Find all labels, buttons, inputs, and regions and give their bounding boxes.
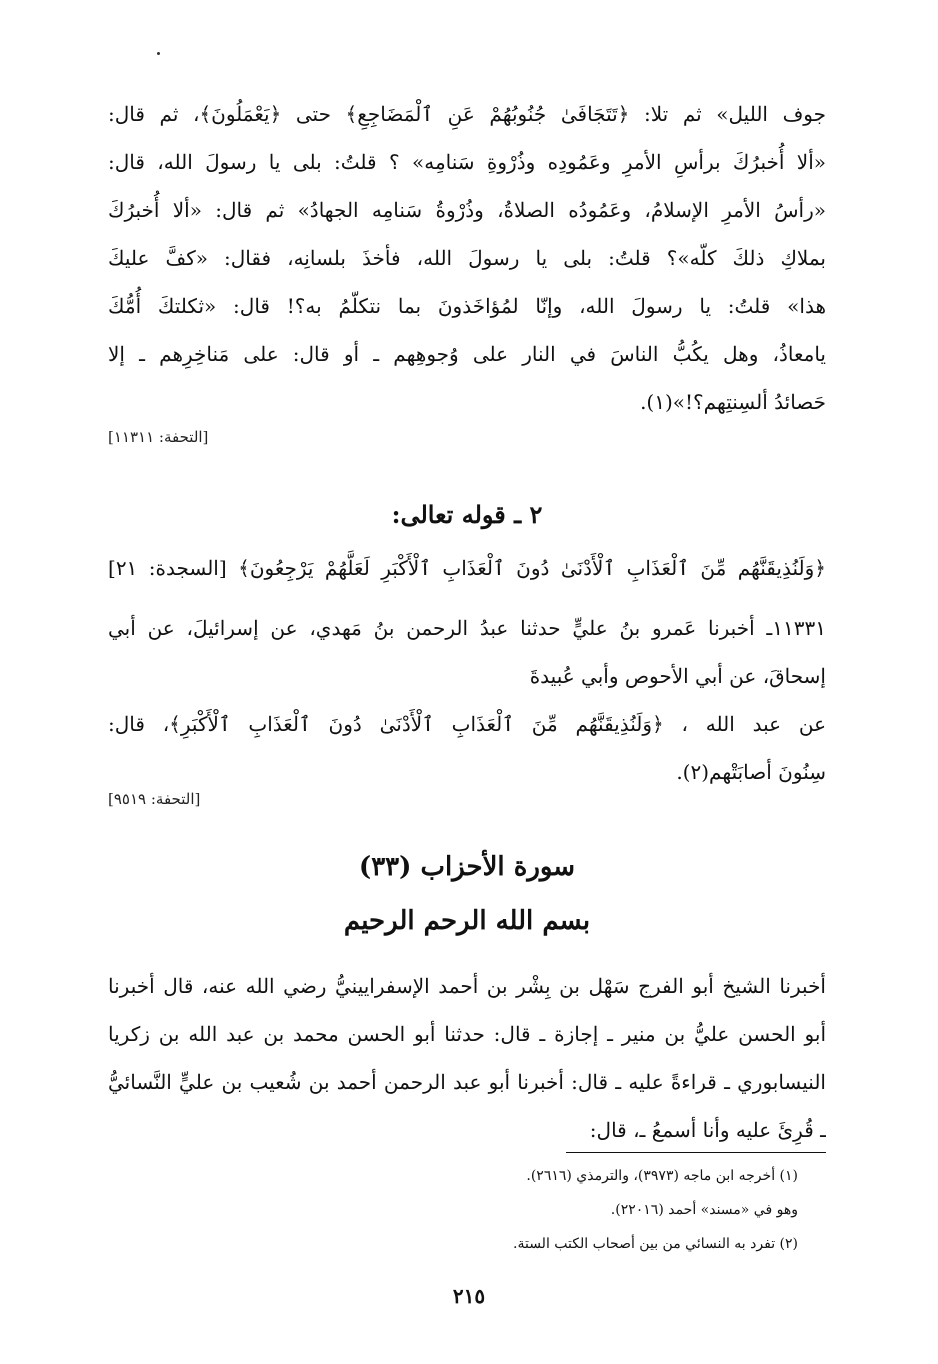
footnote: وهو في «مسند» أحمد (٢٢٠١٦).	[610, 1202, 798, 1218]
verse-line: ﴿وَلَنُذِيقَنَّهُم مِّنَ ٱلْعَذَابِ ٱلْأَدْنَىٰ دُونَ ٱلْعَذَابِ ٱلْأَكْبَرِ لَعَلَّهُمْ يَرْجِعُونَ﴾ [السجدة: ٢١]	[108, 556, 826, 580]
section-heading: ٢ ـ قوله تعالى:	[391, 500, 543, 529]
footnote-divider	[566, 1152, 826, 1153]
passage-line: حَصائدُ ألسِنتِهم؟!»(١).	[640, 390, 826, 414]
isnad-line: أبو الحسن عليُّ بن منير ـ إجازة ـ قال: حدثنا أبو الحسن محمد بن عبد الله بن زكريا	[108, 1022, 826, 1046]
hadith-line: عن عبد الله ، ﴿وَلَنُذِيقَنَّهُم مِّنَ ٱلْعَذَابِ ٱلْأَدْنَىٰ دُونَ ٱلْعَذَابِ ٱلْأَكْبَرِ﴾، قال:	[108, 712, 826, 736]
passage-line: جوف الليل» ثم تلا: ﴿تَتَجَافَىٰ جُنُوبُهُمْ عَنِ ٱلْمَضَاجِعِ﴾ حتى ﴿يَعْمَلُونَ﴾، ثم قال:	[108, 102, 826, 126]
passage-line: بملاكِ ذلكَ كلّه»؟ قلتُ: بلى يا رسولَ الله، فأخذَ بلسانِه، فقال: «كفَّ عليكَ	[108, 246, 826, 270]
hadith-line: ١١٣٣١ـ أخبرنا عَمرو بنُ عليٍّ حدثنا عبدُ الرحمن بنُ مَهدي، عن إسرائيلَ، عن أبي	[108, 616, 826, 640]
hadith-line: إسحاقَ، عن أبي الأحوص وأبي عُبيدةَ	[529, 664, 826, 688]
hadith-line: سِنُونَ أصابَتْهم(٢).	[676, 760, 826, 784]
passage-line: هذا» قلتُ: يا رسولَ الله، وإنّا لمُؤاخَذونَ بما نتكلّمُ به؟! قال: «ثكلتكَ أُمُّكَ	[108, 294, 826, 318]
speck-mark	[157, 52, 160, 55]
isnad-line: ـ قُرِئَ عليه وأنا أسمعُ ـ، قال:	[589, 1118, 826, 1142]
footnote: (٢) تفرد به النسائي من بين أصحاب الكتب الستة.	[513, 1236, 798, 1252]
passage-line: يامعاذُ، وهل يكُبُّ الناسَ في النار على وُجوهِهم ـ أو قال: على مَناخِرِهم ـ إلا	[108, 342, 826, 366]
isnad-line: أخبرنا الشيخ أبو الفرج سَهْل بن بِشْر بن أحمد الإسفرايينيُّ رضي الله عنه، قال أخبرنا	[108, 974, 826, 998]
basmala: بسم الله الرحم الرحيم	[343, 906, 591, 936]
tuhfa-reference: [التحفة: ٩٥١٩]	[108, 790, 201, 808]
footnote: (١) أخرجه ابن ماجه (٣٩٧٣)، والترمذي (٢٦١٦).	[526, 1168, 798, 1184]
top-passage	[108, 90, 826, 426]
surah-title: سورة الأحزاب (٣٣)	[358, 852, 576, 882]
passage-line: «ألا أُخبرُكَ برأسِ الأمرِ وعَمُودِه وذُرْوةِ سَنامِه» ؟ قلتُ: بلى يا رسولَ الله، قال:	[108, 150, 826, 174]
isnad-passage	[108, 962, 826, 1154]
hadith-text	[108, 604, 826, 796]
passage-line: «رأسُ الأمرِ الإسلامُ، وعَمُودُه الصلاةُ، وذُرْوةُ سَنامِه الجهادُ» ثم قال: «ألا أُخبرُكَ	[108, 198, 826, 222]
tuhfa-reference: [التحفة: ١١٣١١]	[108, 428, 209, 446]
quran-verse	[108, 548, 826, 588]
isnad-line: النيسابوري ـ قراءةً عليه ـ قال: أخبرنا أبو عبد الرحمن أحمد بن شُعيب بن عليٍّ النَّسائيُّ	[108, 1070, 826, 1094]
page-number: ٢١٥	[452, 1284, 486, 1308]
